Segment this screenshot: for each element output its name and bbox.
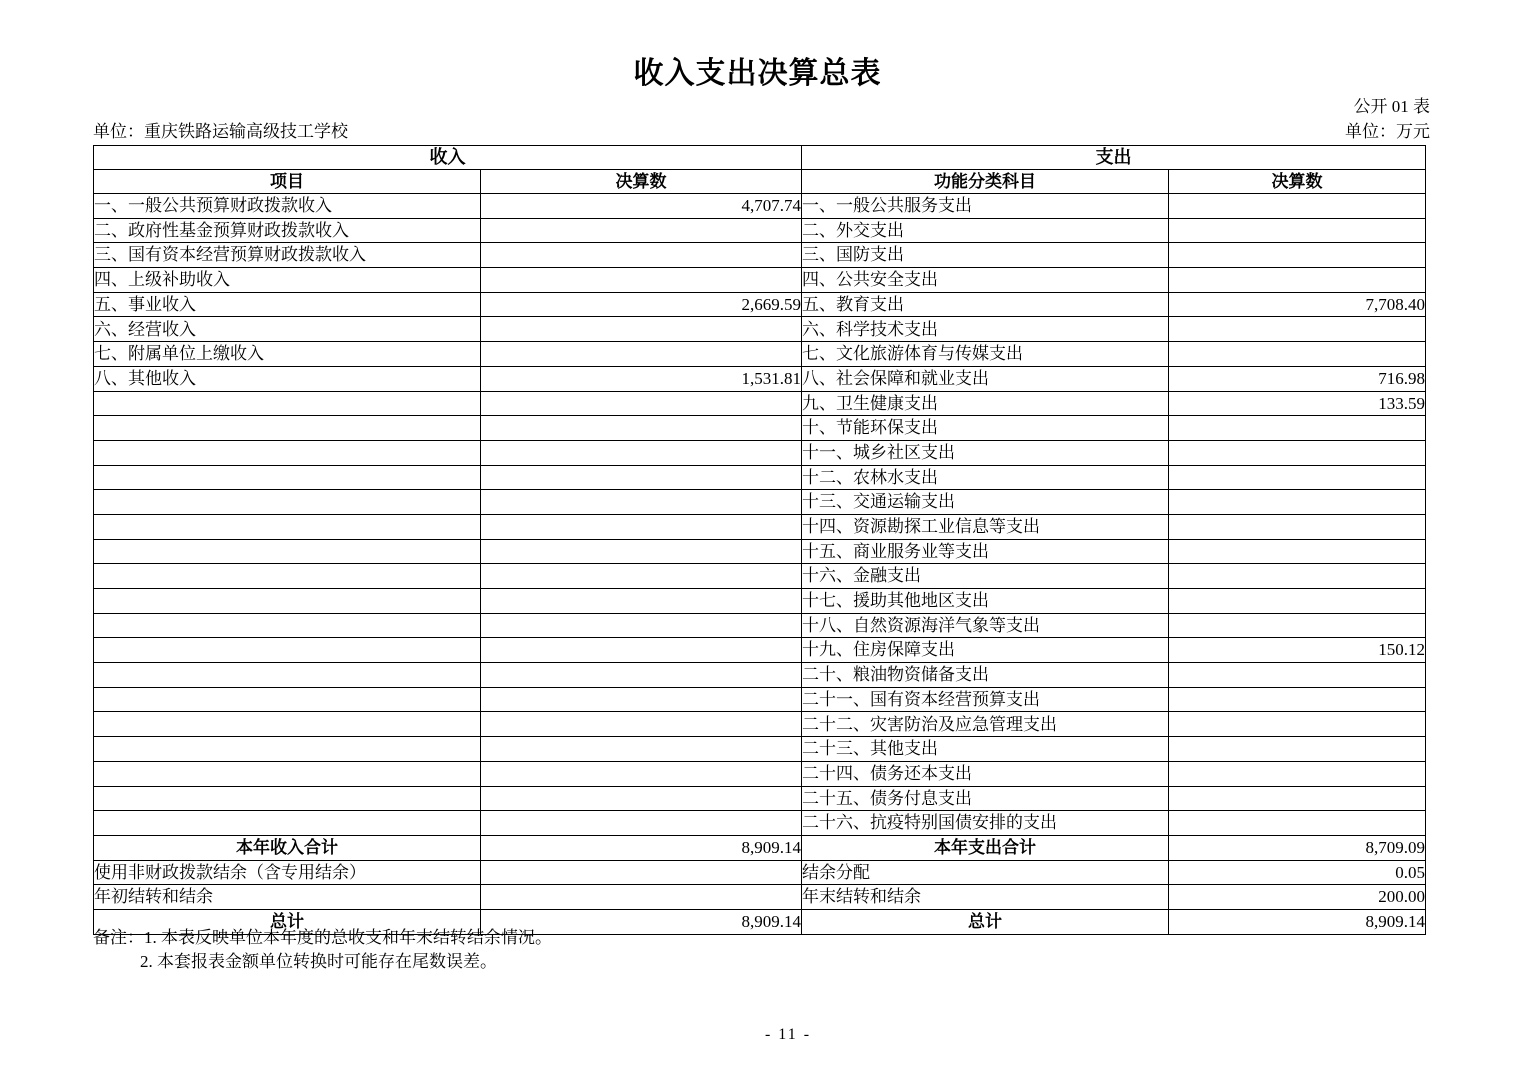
- expense-value-cell: [1169, 342, 1426, 367]
- income-item-cell: [94, 564, 481, 589]
- expense-item-cell: 四、公共安全支出: [802, 268, 1169, 293]
- expense-value-cell: [1169, 317, 1426, 342]
- table-row: [94, 860, 1426, 885]
- expense-item-cell: 二十、粮油物资储备支出: [802, 663, 1169, 688]
- income-item-cell: [94, 589, 481, 614]
- expense-value-cell: [1169, 737, 1426, 762]
- income-value-cell: [481, 243, 802, 268]
- table-row: [94, 613, 1426, 638]
- income-value-cell: [481, 663, 802, 688]
- expense-value-cell: [1169, 194, 1426, 219]
- expense-item-cell: 三、国防支出: [802, 243, 1169, 268]
- expense-item-cell: 一、一般公共服务支出: [802, 194, 1169, 219]
- income-value-cell: [481, 761, 802, 786]
- income-item-cell: 六、经营收入: [94, 317, 481, 342]
- expense-item-cell: 八、社会保障和就业支出: [802, 366, 1169, 391]
- expense-item-cell: 九、卫生健康支出: [802, 391, 1169, 416]
- expense-item-cell: 十一、城乡社区支出: [802, 440, 1169, 465]
- income-value-cell: 1,531.81: [481, 366, 802, 391]
- expense-item-cell: 十二、农林水支出: [802, 465, 1169, 490]
- table-row: [94, 564, 1426, 589]
- expense-value-cell: [1169, 712, 1426, 737]
- expense-value-cell: [1169, 564, 1426, 589]
- expense-value-cell: [1169, 416, 1426, 441]
- note-line-2: 2. 本套报表金额单位转换时可能存在尾数误差。: [140, 952, 497, 971]
- income-value-cell: [481, 342, 802, 367]
- income-value-cell: [481, 317, 802, 342]
- income-item-cell: [94, 514, 481, 539]
- expense-item-cell: 十六、金融支出: [802, 564, 1169, 589]
- section-header-row: [94, 146, 1426, 170]
- expense-value-cell: 133.59: [1169, 391, 1426, 416]
- expense-item-cell: 本年支出合计: [802, 835, 1169, 860]
- income-item-cell: 总计: [94, 909, 481, 934]
- expense-value-cell: [1169, 761, 1426, 786]
- income-value-cell: [481, 440, 802, 465]
- expense-item-cell: 二十五、债务付息支出: [802, 786, 1169, 811]
- expense-item-cell: 二、外交支出: [802, 218, 1169, 243]
- income-item-cell: [94, 440, 481, 465]
- income-item-cell: 四、上级补助收入: [94, 268, 481, 293]
- expense-value-cell: 0.05: [1169, 860, 1426, 885]
- table-row: [94, 218, 1426, 243]
- expense-value-cell: [1169, 613, 1426, 638]
- table-body: [94, 194, 1426, 935]
- income-item-cell: [94, 687, 481, 712]
- income-value-header: 决算数: [481, 170, 802, 194]
- table-row: [94, 811, 1426, 836]
- expense-item-cell: 二十四、债务还本支出: [802, 761, 1169, 786]
- income-value-cell: [481, 391, 802, 416]
- expense-item-cell: 十九、住房保障支出: [802, 638, 1169, 663]
- page-title: 收入支出决算总表: [633, 57, 882, 90]
- income-value-cell: [481, 712, 802, 737]
- expense-item-cell: 十四、资源勘探工业信息等支出: [802, 514, 1169, 539]
- expense-value-cell: [1169, 490, 1426, 515]
- income-value-cell: [481, 416, 802, 441]
- income-item-cell: [94, 737, 481, 762]
- income-item-cell: [94, 613, 481, 638]
- income-item-header: 项目: [94, 170, 481, 194]
- income-item-cell: [94, 391, 481, 416]
- unit-info-row: [93, 117, 1430, 142]
- income-value-cell: 8,909.14: [481, 909, 802, 934]
- expense-section-header: 支出: [802, 146, 1426, 170]
- expense-item-cell: 十三、交通运输支出: [802, 490, 1169, 515]
- income-value-cell: [481, 613, 802, 638]
- income-value-cell: [481, 638, 802, 663]
- table-row: [94, 514, 1426, 539]
- expense-value-cell: 200.00: [1169, 885, 1426, 910]
- expense-item-cell: 五、教育支出: [802, 292, 1169, 317]
- income-value-cell: [481, 514, 802, 539]
- income-value-cell: [481, 687, 802, 712]
- table-row: [94, 416, 1426, 441]
- expense-item-cell: 二十二、灾害防治及应急管理支出: [802, 712, 1169, 737]
- expense-value-cell: 8,909.14: [1169, 909, 1426, 934]
- table-row: [94, 194, 1426, 219]
- income-item-cell: 二、政府性基金预算财政拨款收入: [94, 218, 481, 243]
- expense-item-header: 功能分类科目: [802, 170, 1169, 194]
- income-item-cell: [94, 465, 481, 490]
- table-row: [94, 490, 1426, 515]
- income-item-cell: 三、国有资本经营预算财政拨款收入: [94, 243, 481, 268]
- table-row: [94, 342, 1426, 367]
- expense-value-cell: [1169, 786, 1426, 811]
- income-item-cell: [94, 638, 481, 663]
- expense-value-header: 决算数: [1169, 170, 1426, 194]
- table-row: [94, 366, 1426, 391]
- unit-currency: 单位：万元: [1345, 122, 1430, 141]
- expense-item-cell: 结余分配: [802, 860, 1169, 885]
- table-row: [94, 391, 1426, 416]
- table-row: [94, 761, 1426, 786]
- table-row: [94, 317, 1426, 342]
- expense-item-cell: 总计: [802, 909, 1169, 934]
- expense-value-cell: 7,708.40: [1169, 292, 1426, 317]
- expense-value-cell: 150.12: [1169, 638, 1426, 663]
- income-item-cell: 一、一般公共预算财政拨款收入: [94, 194, 481, 219]
- summary-table: [93, 145, 1426, 935]
- income-value-cell: 4,707.74: [481, 194, 802, 219]
- income-value-cell: [481, 539, 802, 564]
- expense-item-cell: 二十六、抗疫特别国债安排的支出: [802, 811, 1169, 836]
- table-row: [94, 786, 1426, 811]
- table-row: [94, 638, 1426, 663]
- income-value-cell: [481, 268, 802, 293]
- income-value-cell: [481, 465, 802, 490]
- expense-item-cell: 二十一、国有资本经营预算支出: [802, 687, 1169, 712]
- table-row: [94, 687, 1426, 712]
- expense-item-cell: 十、节能环保支出: [802, 416, 1169, 441]
- income-value-cell: 2,669.59: [481, 292, 802, 317]
- income-item-cell: [94, 490, 481, 515]
- unit-name: 单位：重庆铁路运输高级技工学校: [93, 122, 348, 141]
- expense-item-cell: 二十三、其他支出: [802, 737, 1169, 762]
- income-item-cell: [94, 786, 481, 811]
- expense-value-cell: [1169, 465, 1426, 490]
- income-value-cell: [481, 564, 802, 589]
- expense-item-cell: 十八、自然资源海洋气象等支出: [802, 613, 1169, 638]
- income-item-cell: [94, 761, 481, 786]
- expense-value-cell: [1169, 243, 1426, 268]
- income-value-cell: [481, 786, 802, 811]
- income-item-cell: 七、附属单位上缴收入: [94, 342, 481, 367]
- expense-item-cell: 十五、商业服务业等支出: [802, 539, 1169, 564]
- income-value-cell: 8,909.14: [481, 835, 802, 860]
- expense-item-cell: 十七、援助其他地区支出: [802, 589, 1169, 614]
- income-item-cell: 年初结转和结余: [94, 885, 481, 910]
- table-row: [94, 243, 1426, 268]
- column-header-row: [94, 170, 1426, 194]
- income-item-cell: 本年收入合计: [94, 835, 481, 860]
- expense-value-cell: [1169, 218, 1426, 243]
- table-row: [94, 292, 1426, 317]
- income-item-cell: [94, 663, 481, 688]
- income-value-cell: [481, 589, 802, 614]
- expense-item-cell: 七、文化旅游体育与传媒支出: [802, 342, 1169, 367]
- table-number-label: 公开 01 表: [1353, 97, 1430, 116]
- income-section-header: 收入: [94, 146, 802, 170]
- table-row: [94, 440, 1426, 465]
- table-row: [94, 539, 1426, 564]
- table-row: [94, 835, 1426, 860]
- income-value-cell: [481, 737, 802, 762]
- expense-value-cell: [1169, 811, 1426, 836]
- income-item-cell: 八、其他收入: [94, 366, 481, 391]
- expense-value-cell: [1169, 268, 1426, 293]
- income-value-cell: [481, 218, 802, 243]
- notes: [93, 926, 552, 974]
- table-row: [94, 885, 1426, 910]
- income-item-cell: [94, 416, 481, 441]
- expense-value-cell: 8,709.09: [1169, 835, 1426, 860]
- table-row: [94, 268, 1426, 293]
- expense-value-cell: [1169, 589, 1426, 614]
- note-line-1: 备注：1. 本表反映单位本年度的总收支和年末结转结余情况。: [93, 928, 552, 947]
- income-item-cell: [94, 811, 481, 836]
- table-row: [94, 589, 1426, 614]
- income-value-cell: [481, 860, 802, 885]
- expense-value-cell: 716.98: [1169, 366, 1426, 391]
- income-value-cell: [481, 811, 802, 836]
- income-item-cell: 使用非财政拨款结余（含专用结余）: [94, 860, 481, 885]
- table-row: [94, 465, 1426, 490]
- income-item-cell: [94, 712, 481, 737]
- expense-item-cell: 年末结转和结余: [802, 885, 1169, 910]
- table-row: [94, 737, 1426, 762]
- income-item-cell: 五、事业收入: [94, 292, 481, 317]
- page-number: - 11 -: [764, 1026, 812, 1043]
- table-row: [94, 663, 1426, 688]
- expense-value-cell: [1169, 440, 1426, 465]
- income-value-cell: [481, 885, 802, 910]
- income-item-cell: [94, 539, 481, 564]
- expense-value-cell: [1169, 514, 1426, 539]
- expense-item-cell: 六、科学技术支出: [802, 317, 1169, 342]
- expense-value-cell: [1169, 663, 1426, 688]
- income-value-cell: [481, 490, 802, 515]
- table-row: [94, 712, 1426, 737]
- expense-value-cell: [1169, 687, 1426, 712]
- expense-value-cell: [1169, 539, 1426, 564]
